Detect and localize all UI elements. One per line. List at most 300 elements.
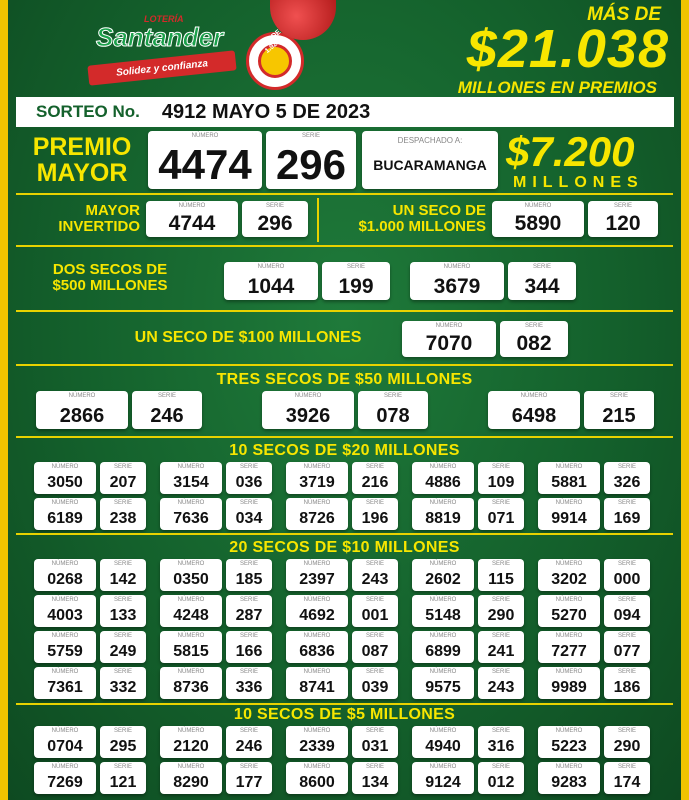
serie-caption: SERIE <box>491 633 510 639</box>
serie-value: 316 <box>487 738 515 755</box>
result-serie <box>478 462 524 494</box>
numero-caption: NÚMERO <box>303 764 331 770</box>
serie-value: 249 <box>109 643 137 660</box>
serie-caption: SERIE <box>113 728 132 734</box>
result-serie <box>604 726 650 758</box>
numero-caption: NÚMERO <box>555 597 583 603</box>
result-numero <box>286 595 348 627</box>
vertical-divider <box>317 198 319 242</box>
serie-caption: SERIE <box>113 500 132 506</box>
seco-100-serie <box>500 321 568 357</box>
dos-secos-500-label <box>26 262 194 294</box>
numero-caption: NÚMERO <box>177 633 205 639</box>
result-numero <box>36 391 128 429</box>
serie-caption: SERIE <box>491 669 510 675</box>
numero-caption: NÚMERO <box>257 264 285 270</box>
result-serie <box>226 762 272 794</box>
numero-caption: NÚMERO <box>177 500 205 506</box>
result-numero <box>412 498 474 530</box>
numero-caption: NÚMERO <box>303 669 331 675</box>
numero-caption: NÚMERO <box>524 203 552 209</box>
numero-caption: NÚMERO <box>177 464 205 470</box>
serie-value: 199 <box>338 275 374 298</box>
serie-caption: SERIE <box>265 203 284 209</box>
serie-caption: SERIE <box>365 561 384 567</box>
seco-100-label: UN SECO DE $100 MILLONES <box>134 329 362 346</box>
result-serie <box>226 726 272 758</box>
result-numero <box>538 762 600 794</box>
numero-value: 2339 <box>299 738 335 755</box>
serie-value: 215 <box>602 405 636 427</box>
seco-1000-line1: UN SECO DE <box>392 202 486 219</box>
premio-mayor-numero <box>148 131 262 189</box>
result-numero <box>538 667 600 699</box>
serie-caption: SERIE <box>617 464 636 470</box>
result-numero <box>538 498 600 530</box>
result-numero <box>538 595 600 627</box>
numero-value: 2397 <box>299 571 335 588</box>
result-serie <box>478 726 524 758</box>
result-numero <box>538 726 600 758</box>
sorteo-value: 4912 MAYO 5 DE 2023 <box>161 100 371 123</box>
numero-value: 8290 <box>173 774 209 791</box>
result-serie <box>100 631 146 663</box>
logo-tagline: Solidez y confianza <box>115 57 209 79</box>
serie-value: 077 <box>613 643 641 660</box>
serie-caption: SERIE <box>239 561 258 567</box>
serie-value: 134 <box>361 774 389 791</box>
result-serie <box>352 667 398 699</box>
result-serie <box>226 559 272 591</box>
numero-caption: NÚMERO <box>555 561 583 567</box>
divider <box>16 193 673 195</box>
premio-mayor-line1: PREMIO <box>32 133 132 161</box>
serie-caption: SERIE <box>491 464 510 470</box>
result-serie <box>604 667 650 699</box>
serie-caption: SERIE <box>239 633 258 639</box>
secos-10-title: 20 SECOS DE $10 MILLONES <box>229 539 460 556</box>
result-serie <box>352 595 398 627</box>
result-serie <box>604 498 650 530</box>
seco-100-numero-value: 7070 <box>425 332 473 355</box>
numero-caption: NÚMERO <box>520 393 548 399</box>
serie-caption: SERIE <box>491 500 510 506</box>
serie-value: 344 <box>524 275 560 298</box>
serie-value: 246 <box>235 738 263 755</box>
logo-small-text: LOTERÍA <box>144 14 184 24</box>
mayor-invertido-label <box>28 203 140 235</box>
seco-1000-numero <box>492 201 584 237</box>
serie-value: 207 <box>109 474 137 491</box>
serie-value: 332 <box>109 679 137 696</box>
seco-1000-serie <box>588 201 658 237</box>
dos-secos-serie <box>322 262 390 300</box>
numero-caption: NÚMERO <box>555 464 583 470</box>
divider <box>16 245 673 247</box>
numero-caption: NÚMERO <box>51 500 79 506</box>
numero-value: 8736 <box>173 679 209 696</box>
numero-value: 0704 <box>47 738 83 755</box>
total-amount: $21.038 <box>466 19 669 79</box>
serie-value: 039 <box>361 679 389 696</box>
numero-caption: NÚMERO <box>177 597 205 603</box>
numero-caption: NÚMERO <box>429 597 457 603</box>
numero-caption: NÚMERO <box>555 669 583 675</box>
numero-value: 7269 <box>47 774 83 791</box>
result-numero <box>160 595 222 627</box>
numero-caption: NÚMERO <box>177 561 205 567</box>
result-serie <box>478 559 524 591</box>
result-serie <box>604 595 650 627</box>
numero-value: 5148 <box>425 607 461 624</box>
result-numero <box>160 462 222 494</box>
serie-caption: SERIE <box>157 393 176 399</box>
mayor-invertido-numero <box>146 201 238 237</box>
numero-caption: NÚMERO <box>303 464 331 470</box>
result-numero <box>538 631 600 663</box>
serie-caption: SERIE <box>613 203 632 209</box>
premio-mayor-label <box>22 134 142 187</box>
serie-caption: SERIE <box>365 764 384 770</box>
serie-caption: SERIE <box>113 764 132 770</box>
result-serie <box>604 762 650 794</box>
result-numero <box>160 726 222 758</box>
numero-caption: NÚMERO <box>303 728 331 734</box>
serie-value: 031 <box>361 738 389 755</box>
divider <box>16 364 673 366</box>
numero-value: 5815 <box>173 643 209 660</box>
serie-value: 336 <box>235 679 263 696</box>
serie-value: 087 <box>361 643 389 660</box>
result-numero <box>412 595 474 627</box>
numero-caption: NÚMERO <box>51 728 79 734</box>
numero-caption: NÚMERO <box>68 393 96 399</box>
premio-mayor-serie <box>266 131 356 189</box>
serie-caption: SERIE <box>617 728 636 734</box>
numero-caption: NÚMERO <box>429 669 457 675</box>
serie-caption: SERIE <box>491 597 510 603</box>
numero-value: 8819 <box>425 510 461 527</box>
seco-1000-numero-value: 5890 <box>514 212 562 235</box>
serie-caption: SERIE <box>491 728 510 734</box>
serie-caption: SERIE <box>491 561 510 567</box>
result-numero <box>160 498 222 530</box>
logo <box>88 12 248 92</box>
divider <box>16 436 673 438</box>
numero-value: 3154 <box>173 474 209 491</box>
serie-caption: SERIE <box>365 633 384 639</box>
numero-value: 4940 <box>425 738 461 755</box>
serie-caption: SERIE <box>532 264 551 270</box>
numero-value: 6498 <box>511 405 557 427</box>
premio-mayor-unit: MILLONES <box>513 174 644 191</box>
serie-caption: SERIE <box>113 633 132 639</box>
serie-value: 326 <box>613 474 641 491</box>
result-numero <box>286 726 348 758</box>
result-serie <box>352 631 398 663</box>
result-numero <box>160 762 222 794</box>
numero-value: 9283 <box>551 774 587 791</box>
result-numero <box>538 559 600 591</box>
numero-caption: NÚMERO <box>555 500 583 506</box>
serie-value: 169 <box>613 510 641 527</box>
numero-value: 8741 <box>299 679 335 696</box>
result-numero <box>160 667 222 699</box>
seco-1000-line2: $1.000 MILLONES <box>358 217 486 235</box>
serie-caption: SERIE <box>346 264 365 270</box>
serie-value: 115 <box>488 571 514 588</box>
numero-value: 7277 <box>551 643 587 660</box>
result-serie <box>226 667 272 699</box>
result-numero <box>262 391 354 429</box>
serie-value: 001 <box>361 607 389 624</box>
serie-value: 174 <box>613 774 641 791</box>
serie-value: 177 <box>235 774 263 791</box>
serie-value: 109 <box>487 474 515 491</box>
total-caption: MILLONES EN PREMIOS <box>457 78 657 97</box>
dos-secos-serie <box>508 262 576 300</box>
numero-value: 9914 <box>551 510 587 527</box>
result-numero <box>34 498 96 530</box>
despachado-value: BUCARAMANGA <box>373 157 487 173</box>
dos-secos-numero <box>224 262 318 300</box>
result-serie <box>604 462 650 494</box>
serie-caption: SERIE <box>239 597 258 603</box>
serie-caption: SERIE <box>491 764 510 770</box>
result-serie <box>478 595 524 627</box>
serie-value: 036 <box>235 474 263 491</box>
result-serie <box>352 762 398 794</box>
result-numero <box>160 631 222 663</box>
result-numero <box>34 462 96 494</box>
result-serie <box>100 595 146 627</box>
result-serie <box>100 498 146 530</box>
numero-value: 2120 <box>173 738 209 755</box>
result-numero <box>34 631 96 663</box>
numero-caption: NÚMERO <box>178 203 206 209</box>
numero-caption: NÚMERO <box>555 633 583 639</box>
serie-caption: SERIE <box>365 464 384 470</box>
result-serie <box>358 391 428 429</box>
serie-value: 287 <box>235 607 263 624</box>
result-serie <box>478 631 524 663</box>
serie-value: 246 <box>150 405 184 427</box>
numero-caption: NÚMERO <box>51 561 79 567</box>
serie-caption: SERIE <box>239 728 258 734</box>
serie-value: 185 <box>235 571 263 588</box>
serie-caption: SERIE <box>113 597 132 603</box>
result-numero <box>488 391 580 429</box>
numero-value: 3050 <box>47 474 83 491</box>
serie-caption: SERIE <box>617 500 636 506</box>
serie-caption: SERIE <box>113 464 132 470</box>
secos-5-title: 10 SECOS DE $5 MILLONES <box>233 706 456 723</box>
serie-value: 071 <box>487 510 515 527</box>
serie-caption: SERIE <box>239 464 258 470</box>
serie-value: 034 <box>235 510 263 527</box>
premio-mayor-numero-value: 4474 <box>158 141 252 188</box>
result-serie <box>132 391 202 429</box>
mayor-invertido-numero-value: 4744 <box>168 212 216 235</box>
result-serie <box>226 498 272 530</box>
result-numero <box>34 595 96 627</box>
numero-value: 3679 <box>433 275 481 298</box>
logo-name: Santander <box>96 22 224 52</box>
premio-mayor-amount: $7.200 <box>506 128 635 175</box>
serie-value: 243 <box>487 679 515 696</box>
numero-value: 0268 <box>47 571 83 588</box>
numero-value: 5270 <box>551 607 587 624</box>
sorteo-bar <box>16 97 674 127</box>
result-serie <box>604 559 650 591</box>
result-numero <box>34 762 96 794</box>
dos-secos-500-line2: $500 MILLONES <box>52 276 168 294</box>
result-serie <box>100 667 146 699</box>
numero-caption: NÚMERO <box>443 264 471 270</box>
dos-secos-500-line1: DOS SECOS DE <box>52 261 168 278</box>
serie-value: 000 <box>613 571 641 588</box>
result-serie <box>352 462 398 494</box>
numero-caption: NÚMERO <box>303 500 331 506</box>
serie-value: 196 <box>361 510 389 527</box>
numero-caption: NÚMERO <box>303 561 331 567</box>
serie-caption: SERIE <box>113 561 132 567</box>
result-serie <box>478 762 524 794</box>
numero-value: 2866 <box>59 405 105 427</box>
result-numero <box>286 762 348 794</box>
seco-100-numero <box>402 321 496 357</box>
numero-value: 6836 <box>299 643 335 660</box>
numero-value: 5759 <box>47 643 83 660</box>
serie-value: 078 <box>376 405 410 427</box>
serie-caption: SERIE <box>239 764 258 770</box>
result-numero <box>34 667 96 699</box>
numero-caption: NÚMERO <box>177 764 205 770</box>
serie-value: 290 <box>487 607 515 624</box>
seco-100-serie-value: 082 <box>516 332 552 355</box>
numero-caption: NÚMERO <box>429 764 457 770</box>
numero-value: 8600 <box>299 774 335 791</box>
numero-caption: NÚMERO <box>51 669 79 675</box>
numero-value: 9575 <box>425 679 461 696</box>
serie-caption: SERIE <box>524 323 543 329</box>
serie-caption: SERIE <box>617 669 636 675</box>
numero-caption: NÚMERO <box>51 633 79 639</box>
numero-value: 6899 <box>425 643 461 660</box>
result-serie <box>226 462 272 494</box>
result-numero <box>34 726 96 758</box>
numero-caption: NÚMERO <box>429 728 457 734</box>
result-serie <box>100 726 146 758</box>
numero-value: 9989 <box>551 679 587 696</box>
seco-1000-label <box>324 203 486 235</box>
serie-caption: SERIE <box>239 669 258 675</box>
numero-caption: NÚMERO <box>303 597 331 603</box>
numero-value: 7361 <box>47 679 83 696</box>
result-numero <box>538 462 600 494</box>
numero-value: 4692 <box>299 607 335 624</box>
numero-value: 3926 <box>285 405 331 427</box>
numero-value: 8726 <box>299 510 335 527</box>
numero-value: 2602 <box>425 571 461 588</box>
serie-value: 166 <box>235 643 263 660</box>
logo-seal <box>246 28 304 90</box>
serie-caption: SERIE <box>617 597 636 603</box>
serie-value: 238 <box>109 510 137 527</box>
numero-caption: NÚMERO <box>555 728 583 734</box>
result-numero <box>286 631 348 663</box>
serie-value: 295 <box>109 738 137 755</box>
numero-value: 6189 <box>47 510 83 527</box>
result-numero <box>286 498 348 530</box>
tres-secos-50-title: TRES SECOS DE $50 MILLONES <box>216 371 473 388</box>
result-numero <box>412 726 474 758</box>
despachado-label: DESPACHADO A: <box>397 136 463 145</box>
result-numero <box>412 462 474 494</box>
serie-value: 186 <box>613 679 641 696</box>
numero-caption: NÚMERO <box>429 500 457 506</box>
divider <box>16 310 673 312</box>
serie-caption: SERIE <box>365 669 384 675</box>
divider <box>16 533 673 535</box>
numero-value: 7636 <box>173 510 209 527</box>
numero-caption: NÚMERO <box>429 464 457 470</box>
logo-since: DESDE 1.920 <box>259 28 283 55</box>
serie-value: 121 <box>109 774 137 791</box>
result-numero <box>412 631 474 663</box>
serie-value: 142 <box>109 571 137 588</box>
serie-value: 133 <box>109 607 137 624</box>
result-numero <box>286 462 348 494</box>
numero-caption: NÚMERO <box>177 728 205 734</box>
mayor-invertido-serie <box>242 201 308 237</box>
serie-value: 094 <box>613 607 641 624</box>
numero-value: 0350 <box>173 571 209 588</box>
dos-secos-numero <box>410 262 504 300</box>
serie-value: 012 <box>487 774 515 791</box>
numero-value: 4003 <box>47 607 83 624</box>
serie-caption: SERIE <box>383 393 402 399</box>
result-serie <box>352 498 398 530</box>
numero-caption: NÚMERO <box>51 764 79 770</box>
numero-caption: NÚMERO <box>191 133 219 139</box>
result-serie <box>226 595 272 627</box>
result-serie <box>226 631 272 663</box>
result-serie <box>352 726 398 758</box>
serie-caption: SERIE <box>113 669 132 675</box>
numero-value: 4248 <box>173 607 209 624</box>
numero-caption: NÚMERO <box>294 393 322 399</box>
result-serie <box>478 498 524 530</box>
result-serie <box>478 667 524 699</box>
result-serie <box>584 391 654 429</box>
numero-caption: NÚMERO <box>429 633 457 639</box>
serie-value: 216 <box>361 474 389 491</box>
result-serie <box>100 559 146 591</box>
serie-caption: SERIE <box>365 597 384 603</box>
numero-caption: NÚMERO <box>435 323 463 329</box>
numero-value: 5223 <box>551 738 587 755</box>
numero-value: 3719 <box>299 474 335 491</box>
premio-mayor-serie-value: 296 <box>275 141 347 188</box>
result-numero <box>412 762 474 794</box>
result-numero <box>286 559 348 591</box>
serie-caption: SERIE <box>609 393 628 399</box>
serie-value: 241 <box>487 643 515 660</box>
serie-caption: SERIE <box>617 561 636 567</box>
numero-caption: NÚMERO <box>555 764 583 770</box>
result-serie <box>100 762 146 794</box>
